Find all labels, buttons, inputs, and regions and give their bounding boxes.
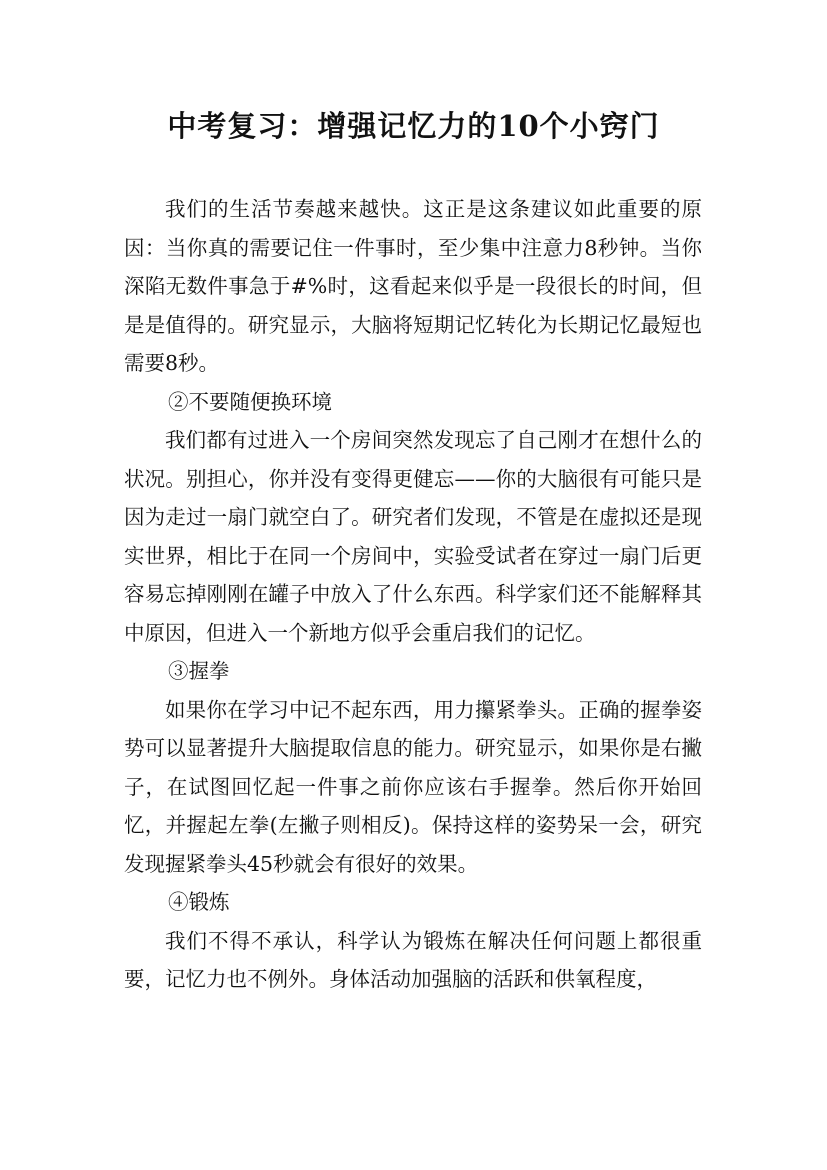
section-heading-fist: ③握拳 [168,659,230,683]
document-body [124,190,702,999]
paragraph-focus-8-seconds: 我们的生活节奏越来越快。这正是这条建议如此重要的原因：当你真的需要记住一件事时，至少集中注意力8秒钟。当你深陷无数件事急于#%时，这看起来似乎是一段很长的时间，但是是值得的。研究显示，大脑将短期记忆转化为长期记忆最短也需要8秒。 [124,197,702,375]
paragraph-fist-clenching: 如果你在学习中记不起东西，用力攥紧拳头。正确的握拳姿势可以显著提升大脑提取信息的能力。研究显示，如果你是右撇子，在试图回忆起一件事之前你应该右手握拳。然后你开始回忆，并握起左拳(左撇子则相反)。保持这样的姿势呆一会，研究发现握紧拳头45秒就会有很好的效果。 [124,697,702,876]
section-heading-environment: ②不要随便换环境 [168,389,332,414]
section-heading-exercise: ④锻炼 [168,890,230,914]
document-title: 中考复习：增强记忆力的10个小窍门 [167,109,660,143]
paragraph-exercise: 我们不得不承认，科学认为锻炼在解决任何问题上都很重要，记忆力也不例外。身体活动加强脑的活跃和供氧程度， [124,928,702,991]
paragraph-doorway-effect: 我们都有过进入一个房间突然发现忘了自己刚才在想什么的状况。别担心，你并没有变得更健忘——你的大脑很有可能只是因为走过一扇门就空白了。研究者们发现，不管是在虚拟还是现实世界，相比于在同一个房间中，实验受试者在穿过一扇门后更容易忘掉刚刚在罐子中放入了什么东西。科学家们还不能解释其中原因，但进入一个新地方似乎会重启我们的记忆。 [124,428,702,645]
